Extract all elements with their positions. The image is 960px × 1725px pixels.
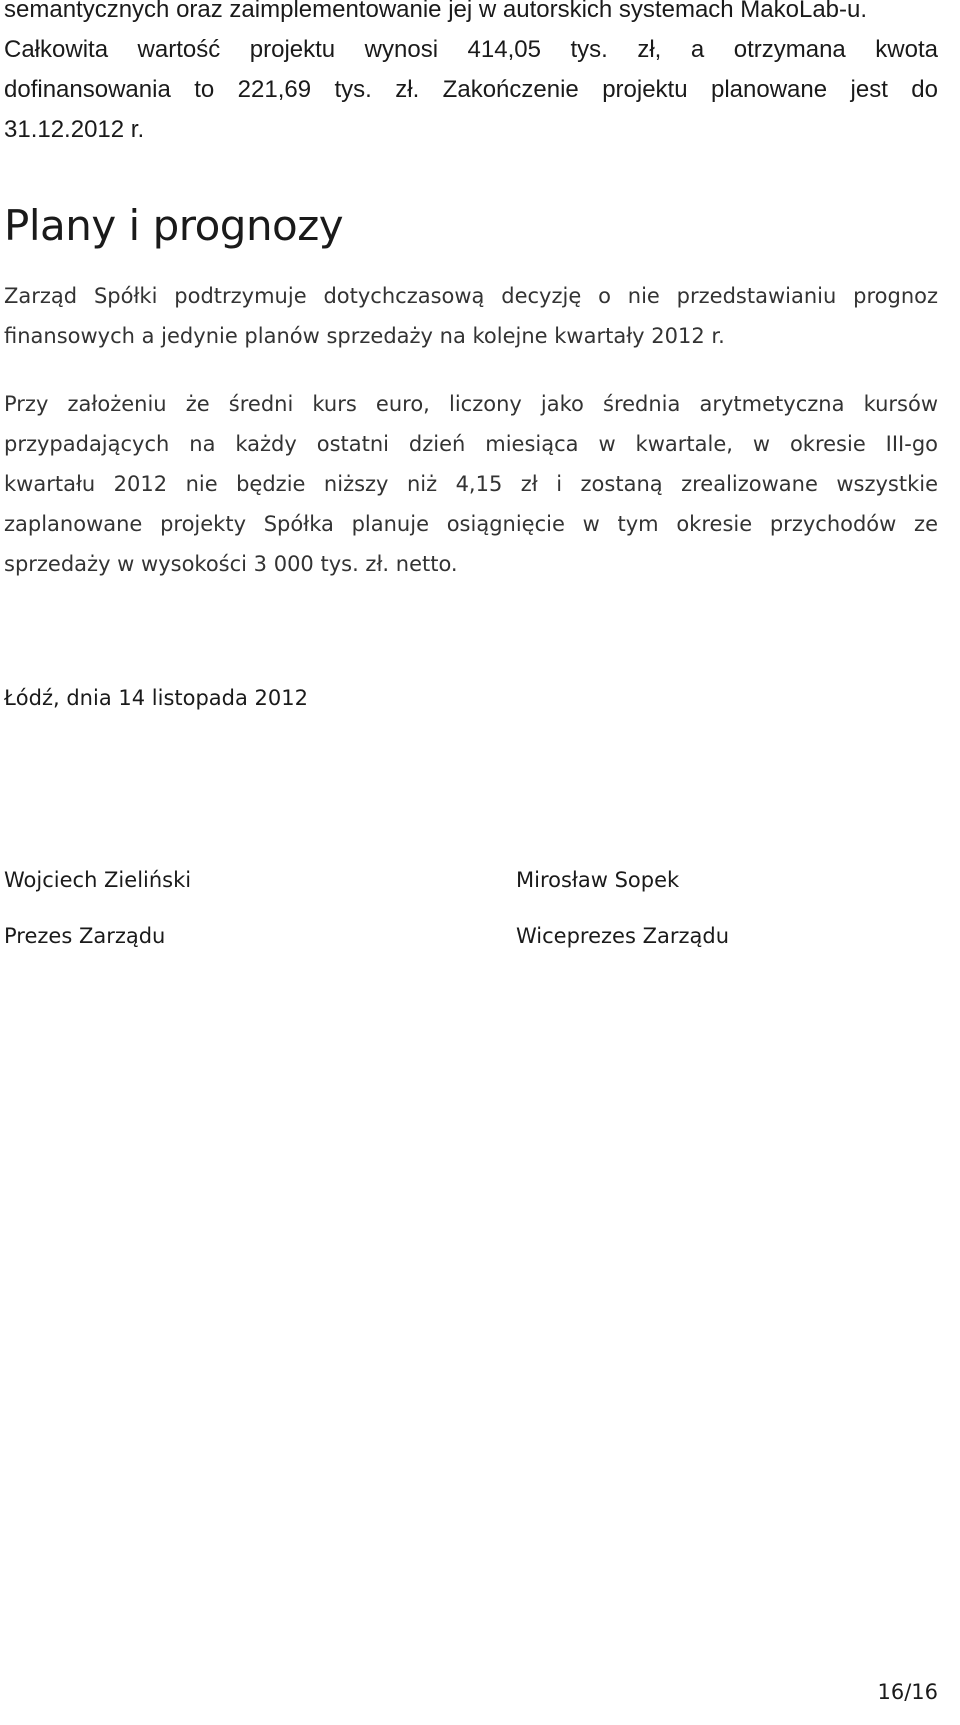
signatory-president [4, 852, 191, 964]
paragraph-line: Przy założeniu że średni kurs euro, liczony jako średnia arytmetyczna kursów [4, 392, 938, 416]
section-heading: Plany i prognozy [4, 201, 344, 250]
paragraph-line: kwartału 2012 nie będzie niższy niż 4,15 zł i zostaną zrealizowane wszystkie [4, 472, 938, 496]
signatory-title: Wiceprezes Zarządu [516, 924, 730, 948]
signatory-vice-president [516, 852, 729, 964]
signatory-name: Mirosław Sopek [516, 868, 680, 892]
place-and-date: Łódź, dnia 14 listopada 2012 [4, 686, 308, 710]
sales-plan-paragraph [4, 384, 938, 584]
intro-line: 31.12.2012 r. [4, 116, 145, 143]
paragraph-line: finansowych a jedynie planów sprzedaży na kolejne kwartały 2012 r. [4, 324, 725, 348]
page-number: 16/16 [877, 1680, 938, 1704]
paragraph-line: Zarząd Spółki podtrzymuje dotychczasową decyzję o nie przedstawianiu prognoz [4, 284, 938, 308]
paragraph-line: sprzedaży w wysokości 3 000 tys. zł. netto. [4, 552, 458, 576]
signatory-title: Prezes Zarządu [4, 924, 166, 948]
paragraph-line: przypadających na każdy ostatni dzień miesiąca w kwartale, w okresie III-go [4, 432, 938, 456]
intro-line: dofinansowania to 221,69 tys. zł. Zakończenie projektu planowane jest do [4, 76, 938, 103]
paragraph-line: zaplanowane projekty Spółka planuje osiągnięcie w tym okresie przychodów ze [4, 512, 938, 536]
intro-line: semantycznych oraz zaimplementowanie jej w autorskich systemach MakoLab-u. [4, 0, 868, 23]
signatory-name: Wojciech Zieliński [4, 868, 192, 892]
forecast-policy-paragraph [4, 276, 938, 356]
intro-line: Całkowita wartość projektu wynosi 414,05 tys. zł, a otrzymana kwota [4, 36, 938, 63]
intro-paragraph [4, 0, 938, 150]
